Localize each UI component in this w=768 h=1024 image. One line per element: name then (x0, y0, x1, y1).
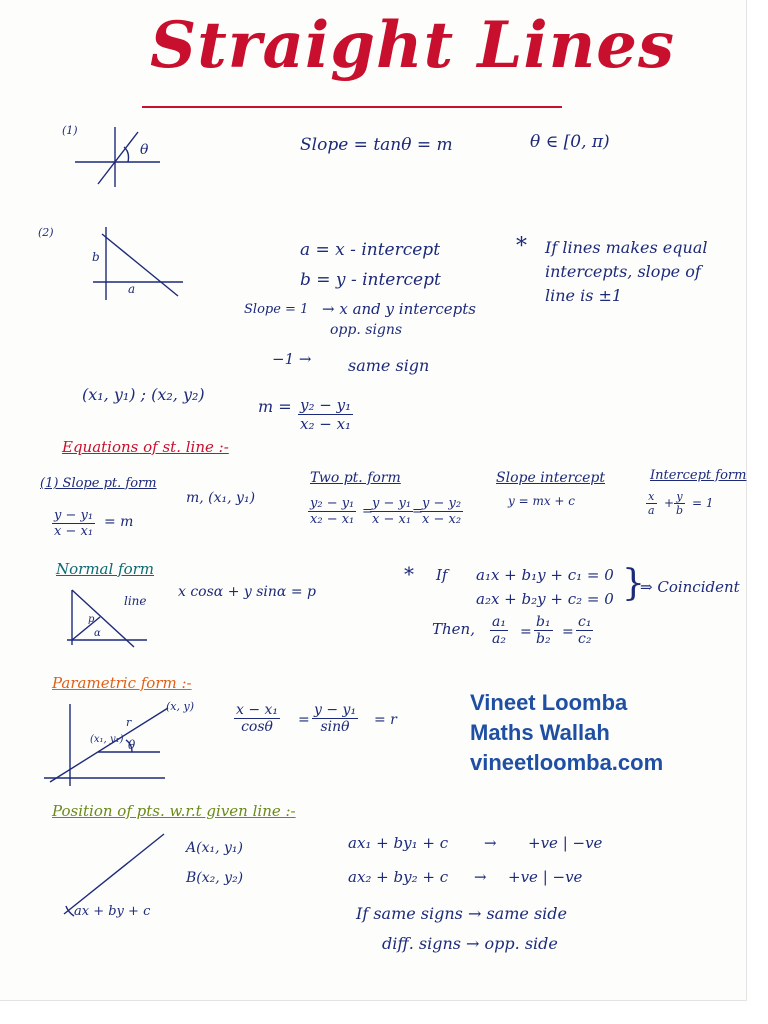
two-point-denominator-2: x − x₁ (372, 512, 412, 527)
normal-form-heading: Normal form (56, 560, 155, 578)
ratio-c-numerator: c₁ (578, 614, 592, 630)
slope-m-eq: m = (258, 397, 292, 416)
slope-numerator: y₂ − y₁ (300, 396, 352, 414)
point-a: A(x₁, y₁) (186, 840, 243, 856)
slope-point-denominator: x − x₁ (54, 524, 94, 539)
line-eq-1: a₁x + b₁y + c₁ = 0 (476, 566, 614, 584)
slope-one-label: Slope = 1 (244, 302, 309, 317)
parametric-theta-label: θ (128, 738, 136, 752)
same-sign-text: same sign (348, 356, 430, 375)
same-side-rule: If same signs → same side (356, 904, 567, 923)
two-point-denominator-1: x₂ − x₁ (310, 512, 355, 527)
ratio-b (534, 614, 553, 647)
parametric-diagram (40, 700, 170, 790)
intercept-y-fraction (674, 490, 685, 517)
expr-point-b: ax₂ + by₂ + c (348, 868, 449, 886)
two-point-eq-1: = (362, 504, 373, 519)
parametric-rhs: = r (374, 712, 397, 728)
two-point-fraction-3 (420, 496, 463, 527)
angle-diagram (70, 122, 170, 192)
expr-point-a: ax₁ + by₁ + c (348, 834, 449, 852)
arrow-2: → (474, 868, 487, 886)
slope-denominator: x₂ − x₁ (300, 415, 352, 433)
x-intercept-def: a = x - intercept (300, 240, 441, 260)
title-underline (142, 106, 562, 108)
parametric-eq: = (298, 712, 310, 728)
two-point-denominator-3: x − x₂ (422, 512, 462, 527)
coincident-label: ⇒ Coincident (640, 578, 740, 596)
normal-line-label: line (124, 594, 147, 608)
two-point-eq-2: = (412, 504, 423, 519)
parametric-denominator-1: cosθ (241, 719, 273, 735)
theta-range: θ ∈ [0, π) (530, 132, 610, 152)
then-label: Then, (432, 620, 475, 638)
item-number-1: (1) (62, 124, 78, 137)
theta-label: θ (140, 142, 149, 158)
parametric-numerator-2: y − y₁ (314, 702, 357, 718)
two-points: (x₁, y₁) ; (x₂, y₂) (82, 385, 205, 404)
intercept-y-denominator: b (676, 504, 684, 517)
slope-intercept-label: Slope intercept (496, 470, 606, 486)
ratio-c-denominator: c₂ (578, 631, 592, 647)
slope-formula: Slope = tanθ = m (300, 135, 453, 155)
intercept-y-numerator: y (674, 490, 685, 504)
page-title: Straight Lines (150, 8, 675, 83)
ratio-c (576, 614, 593, 647)
normal-alpha-label: α (94, 628, 101, 639)
two-point-numerator-2: y − y₁ (372, 496, 412, 511)
note-line-2: intercepts, slope of (545, 262, 701, 281)
note-line-3: line is ±1 (545, 286, 623, 305)
coincident-if: If (436, 566, 448, 584)
position-heading: Position of pts. w.r.t given line :- (52, 802, 296, 820)
intercept-form-label: Intercept form (650, 468, 747, 483)
slope-point-fraction (52, 508, 95, 539)
two-point-numerator-3: y − y₂ (422, 496, 462, 511)
parametric-fraction-1 (234, 702, 280, 735)
parametric-form-heading: Parametric form :- (52, 674, 192, 692)
point-b: B(x₂, y₂) (186, 870, 244, 886)
normal-p-label: p (88, 614, 95, 625)
b-label: b (92, 250, 100, 264)
slope-point-numerator: y − y₁ (54, 508, 94, 523)
equations-heading: Equations of st. line :- (62, 438, 229, 456)
slope-intercept-eq: y = mx + c (508, 494, 576, 508)
item-number-2: (2) (38, 226, 54, 239)
ratio-a-denominator: a₂ (492, 631, 506, 647)
ratio-eq-2: = (562, 624, 574, 640)
intercept-x-fraction (646, 490, 657, 517)
line-equation-label: ax + by + c (74, 904, 151, 919)
watermark-url: vineetloomba.com (470, 750, 664, 775)
parametric-numerator-1: x − x₁ (236, 702, 279, 718)
intercept-plus: + (664, 496, 675, 510)
parametric-denominator-2: sinθ (320, 719, 350, 735)
parametric-start-label: (x₁, y₁) (90, 734, 124, 745)
intercept-x-denominator: a (648, 504, 655, 517)
two-point-numerator-1: y₂ − y₁ (310, 496, 355, 511)
coincident-star: * (404, 562, 414, 586)
slope-point-rhs: = m (104, 514, 134, 530)
y-intercept-def: b = y - intercept (300, 270, 441, 290)
note-line-1: If lines makes equal (545, 238, 708, 257)
opp-side-rule: diff. signs → opp. side (382, 934, 558, 953)
parametric-fraction-2 (312, 702, 358, 735)
coincident-brace: } (622, 563, 645, 604)
two-point-fraction-1 (308, 496, 356, 527)
opp-signs-text: opp. signs (330, 322, 403, 338)
two-point-form-label: Two pt. form (310, 470, 401, 486)
slope-point-form-label: (1) Slope pt. form (40, 476, 157, 491)
normal-form-eq: x cosα + y sinα = p (178, 584, 316, 600)
intercept-rhs: = 1 (692, 496, 714, 510)
slope-point-given: m, (x₁, y₁) (186, 490, 256, 506)
line-eq-2: a₂x + b₂y + c₂ = 0 (476, 590, 614, 608)
ratio-b-denominator: b₂ (536, 631, 551, 647)
ratio-a-numerator: a₁ (492, 614, 506, 630)
ratio-eq-1: = (520, 624, 532, 640)
ratio-a (490, 614, 508, 647)
parametric-point-label: (x, y) (166, 700, 194, 713)
watermark-name: Vineet Loomba (470, 690, 628, 715)
ratio-b-numerator: b₁ (536, 614, 551, 630)
parametric-r-label: r (126, 716, 132, 729)
a-label: a (128, 282, 136, 296)
intercept-x-numerator: x (646, 490, 657, 504)
watermark-subtitle: Maths Wallah (470, 720, 610, 745)
arrow-1: → (484, 834, 497, 852)
sign-point-b: +ve | −ve (508, 868, 583, 886)
minus-one-label: −1 → (272, 350, 312, 368)
slope-one-text: → x and y intercepts (322, 300, 476, 318)
note-star: * (516, 234, 527, 259)
intercept-diagram (88, 222, 188, 302)
sign-point-a: +ve | −ve (528, 834, 603, 852)
two-point-fraction-2 (370, 496, 413, 527)
slope-fraction (298, 396, 353, 433)
